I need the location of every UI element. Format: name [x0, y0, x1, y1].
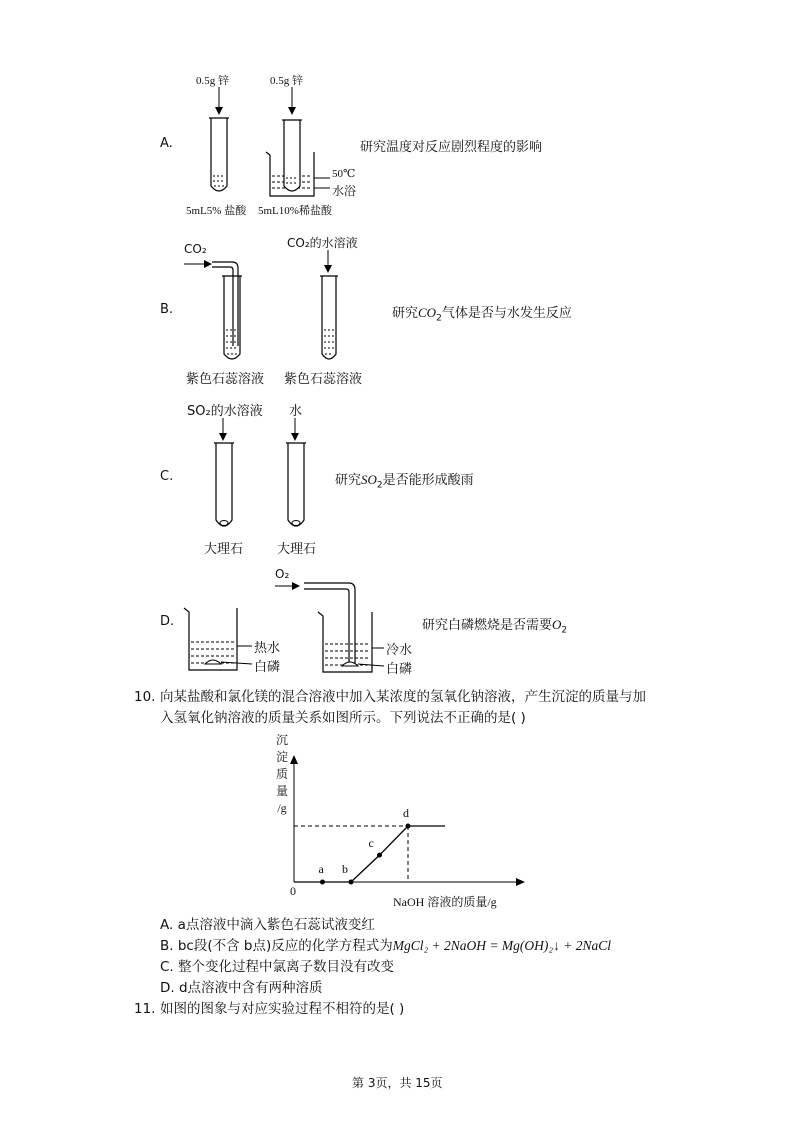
reagent-label: 5mL5% 盐酸 [186, 205, 247, 217]
option-letter: D. [160, 614, 175, 629]
gas-label: CO₂ [184, 242, 207, 256]
point-label-c: c [368, 836, 374, 851]
option-description: 研究温度对反应剧烈程度的影响 [360, 140, 543, 155]
choice-a[interactable]: A. a点溶液中滴入紫色石蕊试液变红 [160, 917, 375, 933]
phosphorus-label: 白磷 [386, 662, 413, 677]
series-line [294, 826, 445, 882]
gas-label: O₂ [275, 567, 290, 581]
y-axis-arrow [290, 755, 298, 764]
option-letter: B. [160, 302, 174, 317]
option-description: 研究$SO_2$是否能形成酸雨 [335, 472, 474, 491]
chart-guides [294, 826, 408, 882]
choice-d[interactable]: D. d点溶液中含有两种溶质 [160, 980, 323, 996]
choice-b[interactable]: B. bc段(不含 b点)反应的化学方程式为MgCl₂ + 2NaOH = Mg(OH)₂↓ + 2NaCl [160, 938, 611, 954]
point-b [349, 880, 354, 885]
point-c [377, 853, 382, 858]
reagent-label: 大理石 [204, 542, 244, 557]
question-number: 11. [134, 1001, 156, 1017]
reagent-label: 紫色石蕊溶液 [186, 372, 265, 387]
option-description: 研究白磷燃烧是否需要$O_2$ [422, 617, 568, 636]
bath-label: 水浴 [332, 184, 357, 198]
phosphorus-label: 白磷 [254, 660, 281, 675]
solution-label: SO₂的水溶液 [187, 404, 263, 419]
x-axis-arrow [516, 878, 525, 886]
reagent-label: 紫色石蕊溶液 [284, 372, 363, 387]
point-d [406, 824, 411, 829]
question-number: 10. [134, 689, 156, 705]
zinc-label: 0.5g 锌 [196, 75, 229, 87]
question-text: 如图的图象与对应实验过程不相符的是( ) [160, 1001, 405, 1017]
point-label-a: a [318, 862, 324, 876]
chart-series-line [294, 826, 445, 882]
solution-label: 水 [289, 404, 303, 419]
question-text-line1: 向某盐酸和氯化镁的混合溶液中加入某浓度的氢氧化钠溶液，产生沉淀的质量与加 [160, 689, 646, 705]
y-axis-label: 沉 淀 质 量 /g [275, 733, 288, 815]
zinc-label: 0.5g 锌 [270, 75, 303, 87]
cold-water-label: 冷水 [386, 643, 413, 658]
page-footer: 第 3页，共 15页 [352, 1076, 443, 1090]
point-a [320, 880, 325, 885]
option-letter: C. [160, 469, 174, 484]
origin-label: 0 [290, 884, 296, 898]
reagent-label: 大理石 [277, 542, 317, 557]
option-description: 研究$CO_2$气体是否与水发生反应 [392, 305, 572, 324]
choice-c[interactable]: C. 整个变化过程中氯离子数目没有改变 [160, 959, 395, 975]
solution-label: CO₂的水溶液 [287, 236, 358, 250]
chart-points [320, 824, 411, 885]
point-label-d: d [403, 806, 409, 820]
hot-water-label: 热水 [254, 641, 281, 656]
temperature-label: 50℃ [332, 168, 356, 180]
option-letter: A. [160, 136, 173, 151]
question-text-line2: 入氢氧化钠溶液的质量关系如图所示。下列说法不正确的是( ) [160, 710, 526, 726]
reagent-label: 5mL10%稀盐酸 [258, 205, 332, 217]
point-label-b: b [342, 862, 348, 876]
x-axis-label: NaOH 溶液的质量/g [393, 895, 497, 909]
